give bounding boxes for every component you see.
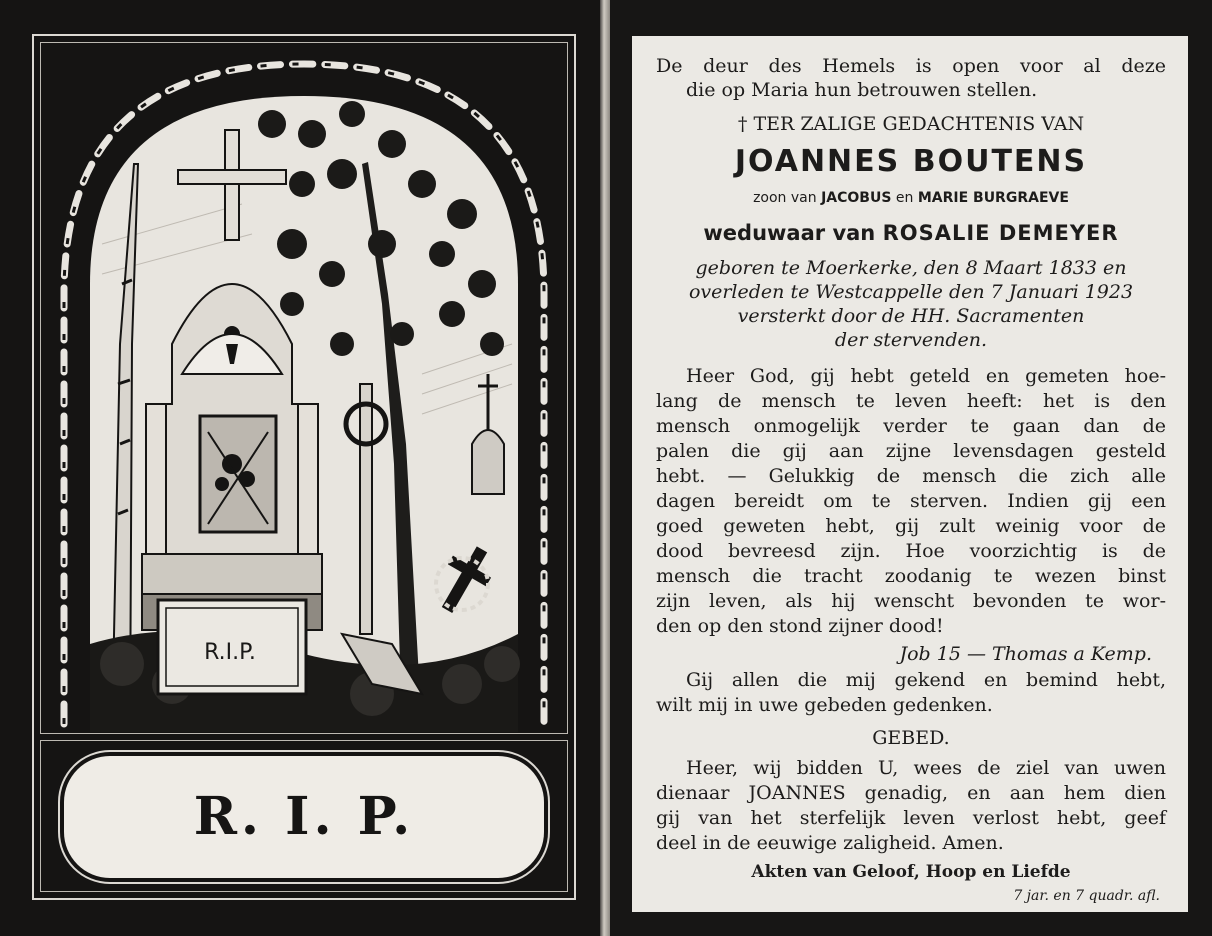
sacraments-line: versterkt door de HH. Sacramenten [737, 305, 1085, 327]
prayer-line: dienaar JOANNES genadig, en aan hem dien [656, 782, 1166, 804]
meditation-line: goed geweten hebt, gij zult weinig voor de [656, 515, 1166, 537]
cemetery-engraving [42, 44, 566, 732]
meditation-line: dagen bereidt om te sterven. Indien gij een [656, 490, 1166, 512]
meditation-line: den op den stond zijner dood! [656, 615, 944, 637]
tomb-inscription: R.I.P. [204, 640, 256, 665]
birth-line: geboren te Moerkerke, den 8 Maart 1833 en [695, 257, 1127, 279]
death-line: overleden te Westcappelle den 7 Januari 1923 [688, 281, 1134, 303]
acts-line: Akten van Geloof, Hoop en Liefde [751, 862, 1071, 882]
widower-line [656, 220, 1166, 246]
meditation-line: palen die gij aan zijne levensdagen gesteld [656, 440, 1166, 462]
rip-plaque-text: R. I. P. [193, 786, 415, 847]
prayer-line: Heer, wij bidden U, wees de ziel van uwen [686, 757, 1166, 779]
indulgence-line: 7 jar. en 7 quadr. afl. [1013, 888, 1160, 904]
meditation-line: mensch die tracht zoodanig te wezen binst [656, 565, 1166, 587]
spouse-name: ROSALIE DEMEYER [882, 221, 1119, 245]
widower-prefix: weduwaar van [703, 221, 876, 245]
parents-prefix: zoon van [753, 190, 817, 206]
meditation-line: hebt. — Gelukkig de mensch die zich alle [656, 465, 1166, 487]
memorial-heading: † TER ZALIGE GEDACHTENIS VAN [737, 113, 1085, 135]
deceased-name: JOANNES BOUTENS [734, 144, 1088, 179]
meditation-line: Heer God, gij hebt geteld en gemeten hoe- [686, 365, 1166, 387]
meditation-line: mensch onmogelijk verder te gaan dan de [656, 415, 1166, 437]
meditation-line: zijn leven, als hij wenscht bevonden te wor- [656, 590, 1166, 612]
prayer-line: gij van het sterfelijk leven verlost hebt, geef [656, 807, 1166, 829]
parents-and: en [895, 190, 914, 206]
meditation-line: dood bevreesd zijn. Hoe voorzichtig is de [656, 540, 1166, 562]
prayer-heading: GEBED. [872, 727, 950, 749]
meditation-source: Job 15 — Thomas a Kemp. [899, 643, 1152, 665]
prayer-line: deel in de eeuwige zaligheid. Amen. [656, 832, 1004, 854]
request-line-2: wilt mij in uwe gebeden gedenken. [656, 694, 993, 716]
dying-line: der stervenden. [834, 329, 988, 351]
father-name: JACOBUS [821, 190, 892, 206]
meditation-line: lang de mensch te leven heeft: het is den [656, 390, 1166, 412]
verse-line-2: die op Maria hun betrouwen stellen. [686, 79, 1038, 101]
mother-name: MARIE BURGRAEVE [917, 190, 1069, 206]
parents-line [656, 188, 1166, 208]
verse-line-1: De deur des Hemels is open voor al deze [656, 55, 1166, 77]
request-line-1: Gij allen die mij gekend en bemind hebt, [686, 669, 1166, 691]
card-fold [600, 0, 610, 936]
